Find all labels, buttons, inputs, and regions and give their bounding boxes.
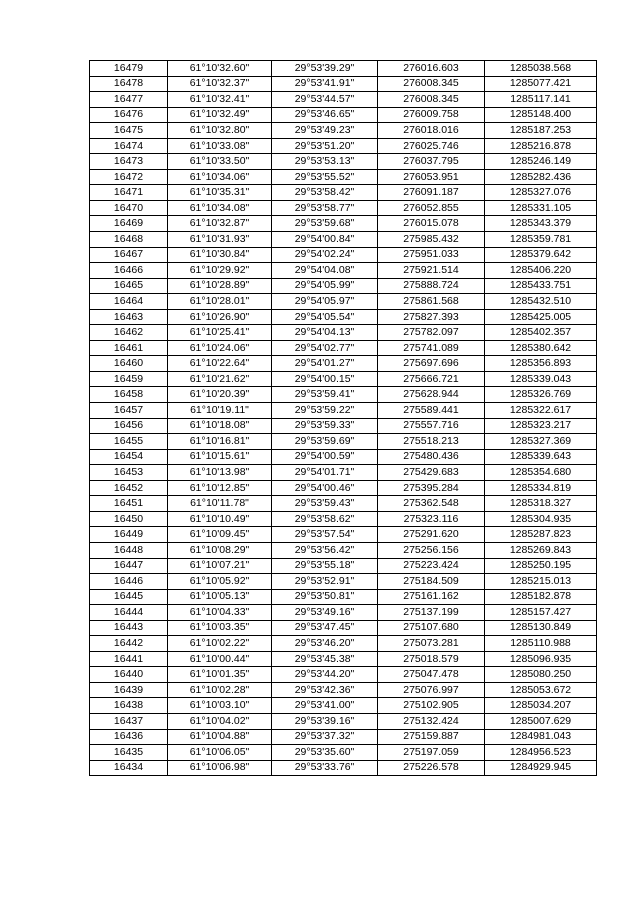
latitude-cell: 29°53'57.54" xyxy=(272,527,378,543)
northing-cell: 1285080.250 xyxy=(485,667,597,683)
table-row xyxy=(90,698,597,714)
northing-cell: 1285334.819 xyxy=(485,480,597,496)
point-id-cell: 16477 xyxy=(90,92,168,108)
table-row xyxy=(90,542,597,558)
point-id-cell: 16461 xyxy=(90,340,168,356)
longitude-cell: 61°10'34.08" xyxy=(168,200,272,216)
latitude-cell: 29°54'05.54" xyxy=(272,309,378,325)
table-row xyxy=(90,154,597,170)
latitude-cell: 29°53'39.16" xyxy=(272,713,378,729)
table-row xyxy=(90,356,597,372)
latitude-cell: 29°54'02.77" xyxy=(272,340,378,356)
point-id-cell: 16476 xyxy=(90,107,168,123)
northing-cell: 1285339.643 xyxy=(485,449,597,465)
northing-cell: 1284981.043 xyxy=(485,729,597,745)
table-row xyxy=(90,527,597,543)
longitude-cell: 61°10'32.37" xyxy=(168,76,272,92)
easting-cell: 275256.156 xyxy=(378,542,485,558)
easting-cell: 275628.944 xyxy=(378,387,485,403)
northing-cell: 1285282.436 xyxy=(485,169,597,185)
longitude-cell: 61°10'02.22" xyxy=(168,636,272,652)
table-row xyxy=(90,465,597,481)
longitude-cell: 61°10'22.64" xyxy=(168,356,272,372)
latitude-cell: 29°53'58.77" xyxy=(272,200,378,216)
latitude-cell: 29°53'41.91" xyxy=(272,76,378,92)
easting-cell: 275429.683 xyxy=(378,465,485,481)
latitude-cell: 29°53'59.68" xyxy=(272,216,378,232)
northing-cell: 1285432.510 xyxy=(485,294,597,310)
table-row xyxy=(90,511,597,527)
table-row xyxy=(90,263,597,279)
easting-cell: 275076.997 xyxy=(378,682,485,698)
point-id-cell: 16446 xyxy=(90,574,168,590)
point-id-cell: 16475 xyxy=(90,123,168,139)
northing-cell: 1285359.781 xyxy=(485,232,597,248)
table-row xyxy=(90,169,597,185)
northing-cell: 1285287.823 xyxy=(485,527,597,543)
longitude-cell: 61°10'05.92" xyxy=(168,574,272,590)
easting-cell: 275362.548 xyxy=(378,496,485,512)
coordinate-table xyxy=(89,60,597,776)
point-id-cell: 16469 xyxy=(90,216,168,232)
longitude-cell: 61°10'11.78" xyxy=(168,496,272,512)
latitude-cell: 29°54'00.46" xyxy=(272,480,378,496)
longitude-cell: 61°10'31.93" xyxy=(168,232,272,248)
easting-cell: 275921.514 xyxy=(378,263,485,279)
longitude-cell: 61°10'04.02" xyxy=(168,713,272,729)
longitude-cell: 61°10'30.84" xyxy=(168,247,272,263)
longitude-cell: 61°10'04.88" xyxy=(168,729,272,745)
northing-cell: 1285331.105 xyxy=(485,200,597,216)
table-row xyxy=(90,667,597,683)
table-row xyxy=(90,434,597,450)
northing-cell: 1284929.945 xyxy=(485,760,597,776)
northing-cell: 1285380.642 xyxy=(485,340,597,356)
longitude-cell: 61°10'35.31" xyxy=(168,185,272,201)
latitude-cell: 29°54'01.71" xyxy=(272,465,378,481)
point-id-cell: 16474 xyxy=(90,138,168,154)
easting-cell: 275518.213 xyxy=(378,434,485,450)
longitude-cell: 61°10'28.89" xyxy=(168,278,272,294)
easting-cell: 275047.478 xyxy=(378,667,485,683)
table-row xyxy=(90,61,597,77)
table-row xyxy=(90,138,597,154)
latitude-cell: 29°53'33.76" xyxy=(272,760,378,776)
coordinate-table-body xyxy=(90,61,597,776)
northing-cell: 1285269.843 xyxy=(485,542,597,558)
longitude-cell: 61°10'12.85" xyxy=(168,480,272,496)
easting-cell: 276053.951 xyxy=(378,169,485,185)
easting-cell: 275159.887 xyxy=(378,729,485,745)
northing-cell: 1285007.629 xyxy=(485,713,597,729)
point-id-cell: 16449 xyxy=(90,527,168,543)
easting-cell: 275861.568 xyxy=(378,294,485,310)
northing-cell: 1285110.988 xyxy=(485,636,597,652)
northing-cell: 1285354.680 xyxy=(485,465,597,481)
latitude-cell: 29°53'46.65" xyxy=(272,107,378,123)
easting-cell: 276052.855 xyxy=(378,200,485,216)
table-row xyxy=(90,589,597,605)
latitude-cell: 29°53'56.42" xyxy=(272,542,378,558)
longitude-cell: 61°10'03.10" xyxy=(168,698,272,714)
easting-cell: 275073.281 xyxy=(378,636,485,652)
point-id-cell: 16441 xyxy=(90,651,168,667)
longitude-cell: 61°10'13.98" xyxy=(168,465,272,481)
point-id-cell: 16472 xyxy=(90,169,168,185)
point-id-cell: 16459 xyxy=(90,371,168,387)
longitude-cell: 61°10'09.45" xyxy=(168,527,272,543)
table-row xyxy=(90,92,597,108)
point-id-cell: 16437 xyxy=(90,713,168,729)
latitude-cell: 29°53'39.29" xyxy=(272,61,378,77)
longitude-cell: 61°10'18.08" xyxy=(168,418,272,434)
point-id-cell: 16450 xyxy=(90,511,168,527)
table-row xyxy=(90,418,597,434)
latitude-cell: 29°53'59.22" xyxy=(272,403,378,419)
point-id-cell: 16439 xyxy=(90,682,168,698)
longitude-cell: 61°10'32.41" xyxy=(168,92,272,108)
easting-cell: 275951.033 xyxy=(378,247,485,263)
point-id-cell: 16458 xyxy=(90,387,168,403)
northing-cell: 1285157.427 xyxy=(485,605,597,621)
latitude-cell: 29°53'44.57" xyxy=(272,92,378,108)
latitude-cell: 29°54'05.97" xyxy=(272,294,378,310)
table-row xyxy=(90,247,597,263)
table-row xyxy=(90,309,597,325)
latitude-cell: 29°53'58.62" xyxy=(272,511,378,527)
northing-cell: 1285318.327 xyxy=(485,496,597,512)
northing-cell: 1285322.617 xyxy=(485,403,597,419)
northing-cell: 1285034.207 xyxy=(485,698,597,714)
latitude-cell: 29°54'04.13" xyxy=(272,325,378,341)
point-id-cell: 16460 xyxy=(90,356,168,372)
northing-cell: 1285130.849 xyxy=(485,620,597,636)
latitude-cell: 29°53'55.52" xyxy=(272,169,378,185)
point-id-cell: 16457 xyxy=(90,403,168,419)
table-row xyxy=(90,185,597,201)
easting-cell: 276016.603 xyxy=(378,61,485,77)
longitude-cell: 61°10'24.06" xyxy=(168,340,272,356)
easting-cell: 275018.579 xyxy=(378,651,485,667)
northing-cell: 1285406.220 xyxy=(485,263,597,279)
northing-cell: 1285327.076 xyxy=(485,185,597,201)
latitude-cell: 29°53'59.43" xyxy=(272,496,378,512)
northing-cell: 1285246.149 xyxy=(485,154,597,170)
longitude-cell: 61°10'04.33" xyxy=(168,605,272,621)
longitude-cell: 61°10'02.28" xyxy=(168,682,272,698)
table-row xyxy=(90,232,597,248)
point-id-cell: 16434 xyxy=(90,760,168,776)
northing-cell: 1285343.379 xyxy=(485,216,597,232)
table-row xyxy=(90,387,597,403)
point-id-cell: 16444 xyxy=(90,605,168,621)
easting-cell: 275291.620 xyxy=(378,527,485,543)
longitude-cell: 61°10'06.05" xyxy=(168,745,272,761)
northing-cell: 1285215.013 xyxy=(485,574,597,590)
easting-cell: 275666.721 xyxy=(378,371,485,387)
table-row xyxy=(90,760,597,776)
easting-cell: 275589.441 xyxy=(378,403,485,419)
table-row xyxy=(90,651,597,667)
point-id-cell: 16456 xyxy=(90,418,168,434)
latitude-cell: 29°53'49.16" xyxy=(272,605,378,621)
latitude-cell: 29°53'51.20" xyxy=(272,138,378,154)
easting-cell: 275323.116 xyxy=(378,511,485,527)
point-id-cell: 16435 xyxy=(90,745,168,761)
northing-cell: 1285323.217 xyxy=(485,418,597,434)
latitude-cell: 29°53'50.81" xyxy=(272,589,378,605)
longitude-cell: 61°10'19.11" xyxy=(168,403,272,419)
easting-cell: 275480.436 xyxy=(378,449,485,465)
easting-cell: 276015.078 xyxy=(378,216,485,232)
latitude-cell: 29°53'42.36" xyxy=(272,682,378,698)
point-id-cell: 16465 xyxy=(90,278,168,294)
table-row xyxy=(90,496,597,512)
table-row xyxy=(90,745,597,761)
latitude-cell: 29°54'04.08" xyxy=(272,263,378,279)
table-row xyxy=(90,558,597,574)
longitude-cell: 61°10'06.98" xyxy=(168,760,272,776)
latitude-cell: 29°53'47.45" xyxy=(272,620,378,636)
table-row xyxy=(90,636,597,652)
point-id-cell: 16467 xyxy=(90,247,168,263)
longitude-cell: 61°10'08.29" xyxy=(168,542,272,558)
table-row xyxy=(90,76,597,92)
northing-cell: 1285339.043 xyxy=(485,371,597,387)
point-id-cell: 16468 xyxy=(90,232,168,248)
table-row xyxy=(90,713,597,729)
point-id-cell: 16471 xyxy=(90,185,168,201)
table-row xyxy=(90,480,597,496)
table-row xyxy=(90,729,597,745)
longitude-cell: 61°10'25.41" xyxy=(168,325,272,341)
table-row xyxy=(90,620,597,636)
latitude-cell: 29°53'45.38" xyxy=(272,651,378,667)
longitude-cell: 61°10'00.44" xyxy=(168,651,272,667)
easting-cell: 275102.905 xyxy=(378,698,485,714)
northing-cell: 1285096.935 xyxy=(485,651,597,667)
longitude-cell: 61°10'15.61" xyxy=(168,449,272,465)
point-id-cell: 16451 xyxy=(90,496,168,512)
longitude-cell: 61°10'05.13" xyxy=(168,589,272,605)
point-id-cell: 16440 xyxy=(90,667,168,683)
longitude-cell: 61°10'16.81" xyxy=(168,434,272,450)
easting-cell: 276008.345 xyxy=(378,92,485,108)
easting-cell: 275161.162 xyxy=(378,589,485,605)
table-row xyxy=(90,574,597,590)
latitude-cell: 29°53'59.69" xyxy=(272,434,378,450)
easting-cell: 275557.716 xyxy=(378,418,485,434)
northing-cell: 1285148.400 xyxy=(485,107,597,123)
northing-cell: 1285053.672 xyxy=(485,682,597,698)
longitude-cell: 61°10'01.35" xyxy=(168,667,272,683)
latitude-cell: 29°53'58.42" xyxy=(272,185,378,201)
northing-cell: 1285425.005 xyxy=(485,309,597,325)
latitude-cell: 29°53'46.20" xyxy=(272,636,378,652)
northing-cell: 1285402.357 xyxy=(485,325,597,341)
northing-cell: 1285356.893 xyxy=(485,356,597,372)
table-row xyxy=(90,216,597,232)
table-row xyxy=(90,200,597,216)
table-row xyxy=(90,403,597,419)
point-id-cell: 16436 xyxy=(90,729,168,745)
longitude-cell: 61°10'32.49" xyxy=(168,107,272,123)
easting-cell: 275985.432 xyxy=(378,232,485,248)
latitude-cell: 29°53'41.00" xyxy=(272,698,378,714)
easting-cell: 276025.746 xyxy=(378,138,485,154)
point-id-cell: 16443 xyxy=(90,620,168,636)
easting-cell: 275132.424 xyxy=(378,713,485,729)
longitude-cell: 61°10'32.87" xyxy=(168,216,272,232)
latitude-cell: 29°53'44.20" xyxy=(272,667,378,683)
easting-cell: 275888.724 xyxy=(378,278,485,294)
longitude-cell: 61°10'07.21" xyxy=(168,558,272,574)
latitude-cell: 29°54'02.24" xyxy=(272,247,378,263)
point-id-cell: 16448 xyxy=(90,542,168,558)
easting-cell: 276009.758 xyxy=(378,107,485,123)
table-row xyxy=(90,123,597,139)
point-id-cell: 16445 xyxy=(90,589,168,605)
point-id-cell: 16463 xyxy=(90,309,168,325)
longitude-cell: 61°10'26.90" xyxy=(168,309,272,325)
northing-cell: 1285326.769 xyxy=(485,387,597,403)
table-row xyxy=(90,605,597,621)
easting-cell: 275697.696 xyxy=(378,356,485,372)
northing-cell: 1285327.369 xyxy=(485,434,597,450)
table-row xyxy=(90,294,597,310)
latitude-cell: 29°53'55.18" xyxy=(272,558,378,574)
easting-cell: 276008.345 xyxy=(378,76,485,92)
easting-cell: 275223.424 xyxy=(378,558,485,574)
point-id-cell: 16470 xyxy=(90,200,168,216)
longitude-cell: 61°10'20.39" xyxy=(168,387,272,403)
point-id-cell: 16442 xyxy=(90,636,168,652)
northing-cell: 1285304.935 xyxy=(485,511,597,527)
point-id-cell: 16454 xyxy=(90,449,168,465)
longitude-cell: 61°10'33.08" xyxy=(168,138,272,154)
latitude-cell: 29°53'59.33" xyxy=(272,418,378,434)
longitude-cell: 61°10'03.35" xyxy=(168,620,272,636)
point-id-cell: 16455 xyxy=(90,434,168,450)
longitude-cell: 61°10'29.92" xyxy=(168,263,272,279)
latitude-cell: 29°54'01.27" xyxy=(272,356,378,372)
latitude-cell: 29°53'52.91" xyxy=(272,574,378,590)
latitude-cell: 29°54'05.99" xyxy=(272,278,378,294)
point-id-cell: 16447 xyxy=(90,558,168,574)
easting-cell: 275107.680 xyxy=(378,620,485,636)
northing-cell: 1284956.523 xyxy=(485,745,597,761)
latitude-cell: 29°53'37.32" xyxy=(272,729,378,745)
point-id-cell: 16478 xyxy=(90,76,168,92)
longitude-cell: 61°10'32.60" xyxy=(168,61,272,77)
easting-cell: 275827.393 xyxy=(378,309,485,325)
longitude-cell: 61°10'21.62" xyxy=(168,371,272,387)
easting-cell: 275184.509 xyxy=(378,574,485,590)
northing-cell: 1285038.568 xyxy=(485,61,597,77)
easting-cell: 276091.187 xyxy=(378,185,485,201)
northing-cell: 1285216.878 xyxy=(485,138,597,154)
latitude-cell: 29°54'00.59" xyxy=(272,449,378,465)
longitude-cell: 61°10'32.80" xyxy=(168,123,272,139)
easting-cell: 275741.089 xyxy=(378,340,485,356)
table-row xyxy=(90,325,597,341)
table-row xyxy=(90,340,597,356)
longitude-cell: 61°10'33.50" xyxy=(168,154,272,170)
point-id-cell: 16452 xyxy=(90,480,168,496)
longitude-cell: 61°10'10.49" xyxy=(168,511,272,527)
table-row xyxy=(90,107,597,123)
latitude-cell: 29°54'00.84" xyxy=(272,232,378,248)
table-row xyxy=(90,682,597,698)
latitude-cell: 29°53'53.13" xyxy=(272,154,378,170)
easting-cell: 275782.097 xyxy=(378,325,485,341)
northing-cell: 1285077.421 xyxy=(485,76,597,92)
table-row xyxy=(90,278,597,294)
latitude-cell: 29°53'35.60" xyxy=(272,745,378,761)
northing-cell: 1285433.751 xyxy=(485,278,597,294)
table-row xyxy=(90,449,597,465)
latitude-cell: 29°54'00.15" xyxy=(272,371,378,387)
point-id-cell: 16466 xyxy=(90,263,168,279)
easting-cell: 275137.199 xyxy=(378,605,485,621)
easting-cell: 275197.059 xyxy=(378,745,485,761)
longitude-cell: 61°10'34.06" xyxy=(168,169,272,185)
northing-cell: 1285379.642 xyxy=(485,247,597,263)
easting-cell: 276018.016 xyxy=(378,123,485,139)
northing-cell: 1285187.253 xyxy=(485,123,597,139)
easting-cell: 276037.795 xyxy=(378,154,485,170)
point-id-cell: 16479 xyxy=(90,61,168,77)
table-row xyxy=(90,371,597,387)
easting-cell: 275226.578 xyxy=(378,760,485,776)
northing-cell: 1285250.195 xyxy=(485,558,597,574)
point-id-cell: 16453 xyxy=(90,465,168,481)
point-id-cell: 16473 xyxy=(90,154,168,170)
point-id-cell: 16464 xyxy=(90,294,168,310)
point-id-cell: 16438 xyxy=(90,698,168,714)
easting-cell: 275395.284 xyxy=(378,480,485,496)
latitude-cell: 29°53'49.23" xyxy=(272,123,378,139)
northing-cell: 1285117.141 xyxy=(485,92,597,108)
northing-cell: 1285182.878 xyxy=(485,589,597,605)
longitude-cell: 61°10'28.01" xyxy=(168,294,272,310)
latitude-cell: 29°53'59.41" xyxy=(272,387,378,403)
point-id-cell: 16462 xyxy=(90,325,168,341)
